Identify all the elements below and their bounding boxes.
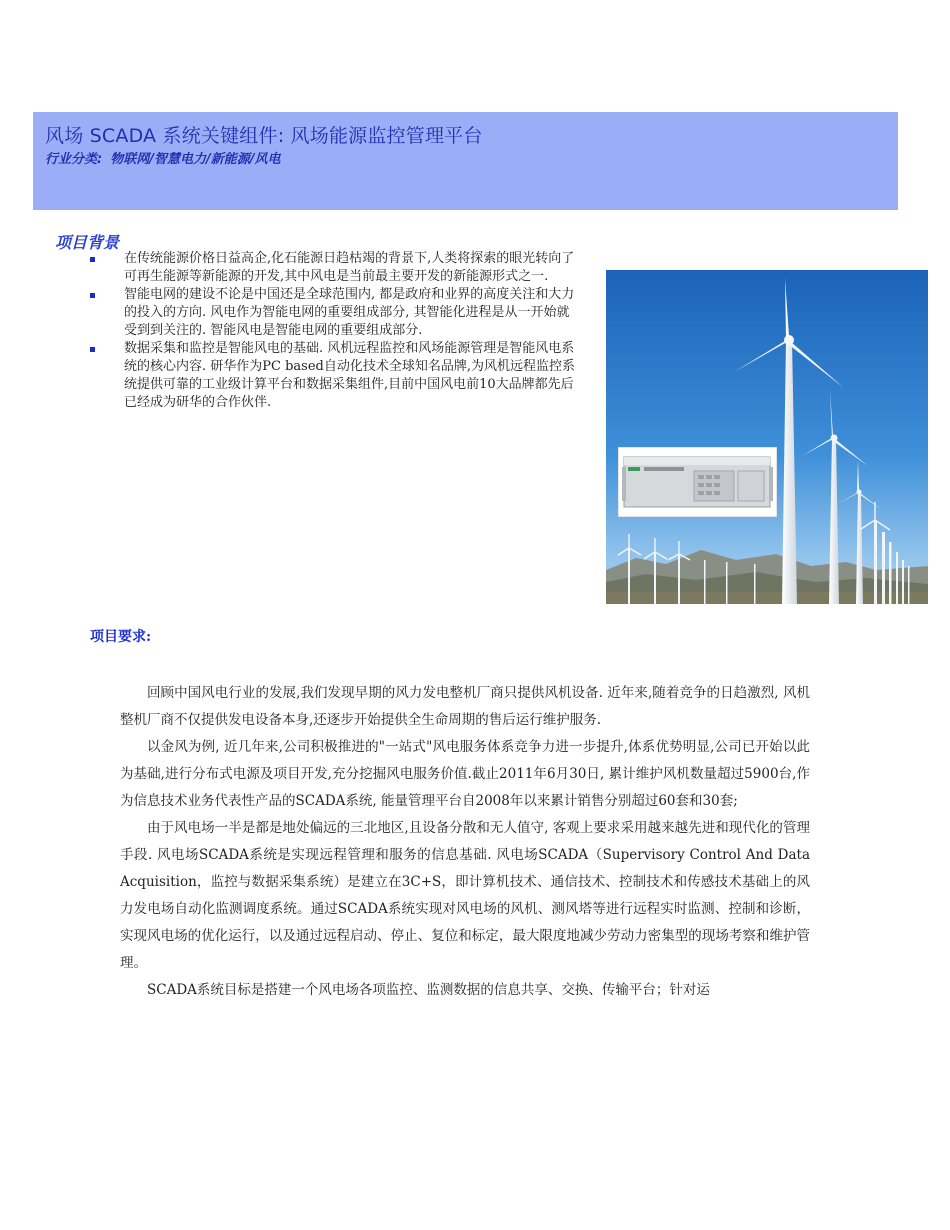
industry-category xyxy=(45,148,280,167)
body-paragraph: 回顾中国风电行业的发展,我们发现早期的风力发电整机厂商只提供风机设备. 近年来,随着竞争的日趋激烈, 风机整机厂商不仅提供发电设备本身,还逐步开始提供全生命周期的售后运行维护服务. xyxy=(120,685,810,728)
square-bullet-icon xyxy=(90,257,95,262)
body-paragraph: 由于风电场一半是都是地处偏远的三北地区,且设备分散和无人值守, 客观上要求采用越来越先进和现代化的管理手段. 风电场SCADA系统是实现远程管理和服务的信息基础. 风电场SCADA（Supervisory Control And Data Acquisition，监控与数据采集系统）是建立在3C+S，即计算机技术、通信技术、控制技术和传感技术基础上的风力发电场自动化监测调度系统。通过SCADA系统实现对风电场的风机、测风塔等进行远程实时监测、控制和诊断，实现风电场的优化运行，以及通过远程启动、停止、复位和标定，最大限度地减少劳动力密集型的现场考察和维护管理。 xyxy=(120,820,810,971)
background-bullet: 数据采集和监控是智能风电的基础. 风机远程监控和风场能源管理是智能风电系统的核心内容. 研华作为PC based自动化技术全球知名品牌,为风机远程监控系统提供可靠的工业级计算平台和数据采集组件,目前中国风电前10大品牌都先后已经成为研华的合作伙伴. xyxy=(90,340,580,412)
industrial-computer-photo xyxy=(618,447,777,517)
body-paragraph: 以金风为例, 近几年来,公司积极推进的"一站式"风电服务体系竞争力进一步提升,体系优势明显,公司已开始以此为基础,进行分布式电源及项目开发,充分挖掘风电服务价值.截止2011年6月30日, 累计维护风机数量超过5900台,作为信息技术业务代表性产品的SCADA系统, 能量管理平台自2008年以来累计销售分别超过60套和30套; xyxy=(120,739,810,809)
square-bullet-icon xyxy=(90,347,95,352)
requirements-body xyxy=(120,680,810,1004)
requirements-heading: 项目要求: xyxy=(90,629,152,645)
square-bullet-icon xyxy=(90,293,95,298)
background-heading: 项目背景 xyxy=(55,233,120,252)
category-value: 物联网/智慧电力/新能源/风电 xyxy=(110,152,281,167)
document-title: 风场 SCADA 系统关键组件: 风场能源监控管理平台 xyxy=(45,125,483,147)
title-banner xyxy=(33,112,898,210)
background-bullet-list xyxy=(90,250,580,412)
category-label: 行业分类: xyxy=(45,152,103,167)
background-bullet: 智能电网的建设不论是中国还是全球范围内, 都是政府和业界的高度关注和大力的投入的方向. 风电作为智能电网的重要组成部分, 其智能化进程是从一开始就受到到关注的. 智能风电是智能电网的重要组成部分. xyxy=(90,286,580,340)
body-paragraph: SCADA系统目标是搭建一个风电场各项监控、监测数据的信息共享、交换、传输平台；针对运 xyxy=(147,982,710,998)
background-bullet: 在传统能源价格日益高企,化石能源日趋枯竭的背景下,人类将探索的眼光转向了可再生能源等新能源的开发,其中风电是当前最主要开发的新能源形式之一. xyxy=(90,250,580,286)
wind-turbines-photo xyxy=(606,270,928,604)
